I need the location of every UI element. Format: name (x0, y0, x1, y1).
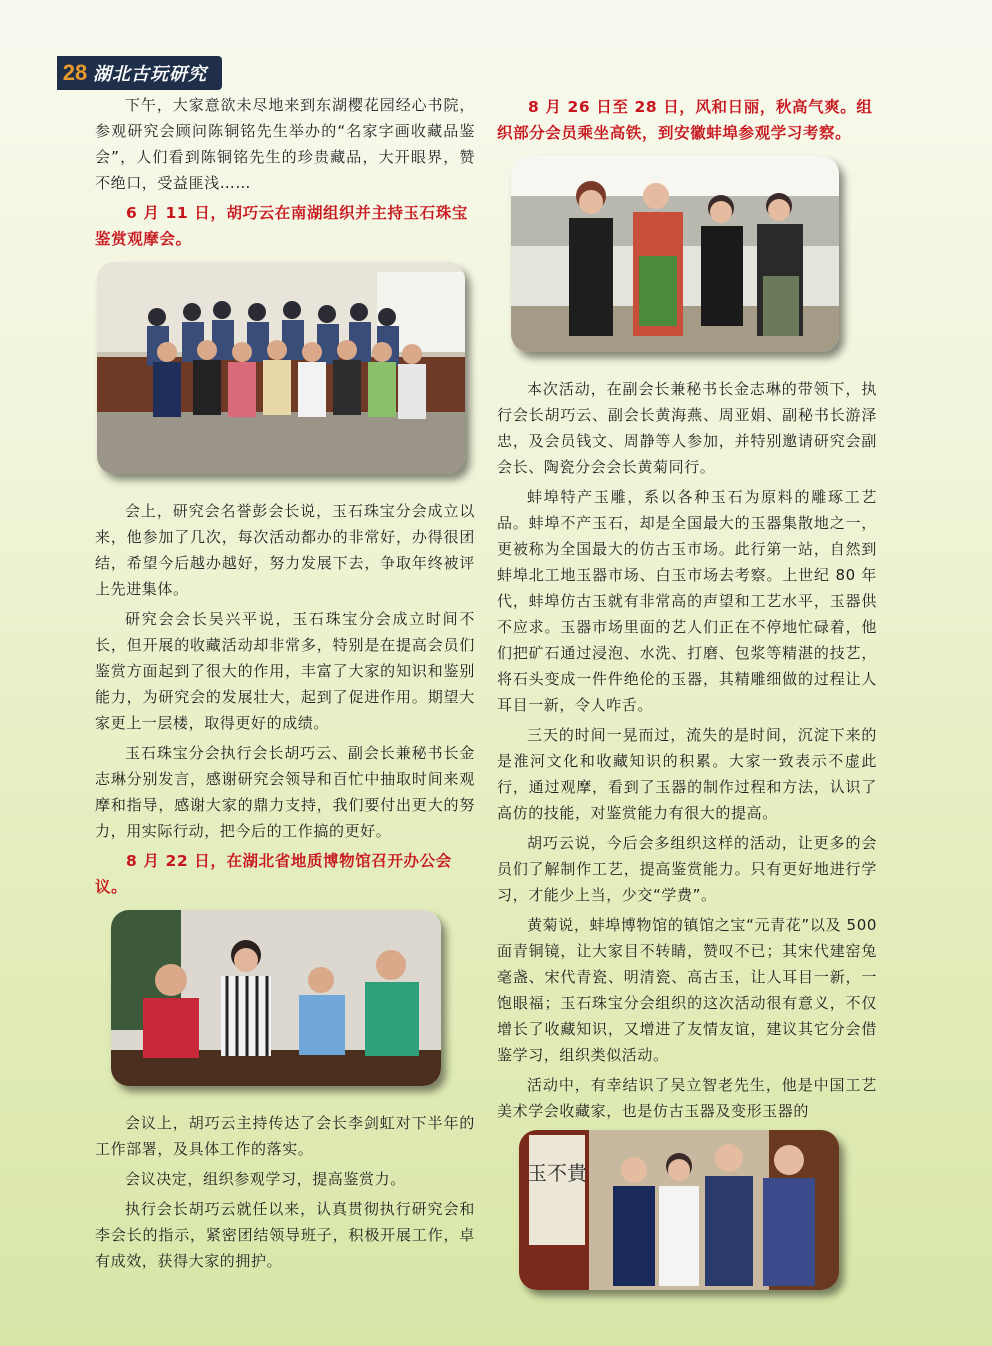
magazine-title: 湖北古玩研究 (93, 64, 207, 85)
calligraphy-scroll: 玉不貴 (527, 1161, 587, 1185)
group-photo-jade-appreciation (97, 262, 465, 474)
right-column (497, 92, 877, 1314)
paragraph: 黄菊说，蚌埠博物馆的镇馆之宝“元青花”以及 500 面青铜镜，让大家目不转睛，赞叹不已；其宋代建窑兔毫盏、宋代青瓷、明清瓷、高古玉，让人耳目一新，一饱眼福；玉石珠宝分会组织的这次活动很有意义，不仅增长了收藏知识，又增进了友情友谊，建议其它分会借鉴学习，组织类似活动。 (497, 916, 877, 1064)
meeting-photo-geology-museum (111, 910, 441, 1086)
paragraph: 研究会会长吴兴平说，玉石珠宝分会成立时间不长，但开展的收藏活动却非常多，特别是在提高会员们鉴赏方面起到了很大的作用，丰富了大家的知识和鉴别能力，为研究会的发展壮大，起到了促进作用。期望大家更上一层楼，取得更好的成绩。 (95, 610, 475, 732)
paragraph: 三天的时间一晃而过，流失的是时间，沉淀下来的是淮河文化和收藏知识的积累。大家一致表示不虚此行，通过观摩，看到了玉器的制作过程和方法，认识了高仿的技能，对鉴赏能力有很大的提高。 (497, 726, 877, 822)
left-column (95, 92, 475, 1278)
paragraph: 会上，研究会名誉彭会长说，玉石珠宝分会成立以来，他参加了几次，每次活动都办的非常好，办得很团结，希望今后越办越好，努力发展下去，争取年终被评上先进集体。 (95, 502, 475, 598)
group-photo-collector-wu (519, 1130, 839, 1290)
paragraph: 执行会长胡巧云就任以来，认真贯彻执行研究会和李会长的指示，紧密团结领导班子，积极开展工作，卓有成效，获得大家的拥护。 (95, 1200, 475, 1270)
event-headline: 8 月 22 日，在湖北省地质博物馆召开办公会议。 (95, 852, 452, 896)
paragraph: 活动中，有幸结识了吴立智老先生，他是中国工艺美术学会收藏家，也是仿古玉器及变形玉器的 (497, 1076, 877, 1120)
paragraph: 蚌埠特产玉雕，系以各种玉石为原料的雕琢工艺品。蚌埠不产玉石，却是全国最大的玉器集散地之一，更被称为全国最大的仿古玉市场。此行第一站，自然到蚌埠北工地玉器市场、白玉市场去考察。上世纪 80 年代，蚌埠仿古玉就有非常高的声望和工艺水平，玉器供不应求。玉器市场里面的艺人们正在不停地忙碌着，他们把矿石通过浸泡、水洗、打磨、包浆等精湛的技艺，将石头变成一件件绝伦的玉器，其精雕细做的过程让人耳目一新，令人咋舌。 (497, 488, 877, 714)
paragraph: 本次活动，在副会长兼秘书长金志琳的带领下，执行会长胡巧云、副会长黄海燕、周亚娟、副秘书长游泽忠，及会员钱文、周静等人参加，并特别邀请研究会副会长、陶瓷分会会长黄菊同行。 (497, 380, 877, 476)
paragraph: 玉石珠宝分会执行会长胡巧云、副会长兼秘书长金志琳分别发言，感谢研究会领导和百忙中抽取时间来观摩和指导，感谢大家的鼎力支持，我们要付出更大的努力，用实际行动，把今后的工作搞的更好。 (95, 744, 475, 840)
paragraph: 会议决定，组织参观学习，提高鉴赏力。 (125, 1170, 406, 1188)
page-header (57, 56, 222, 90)
event-headline: 8 月 26 日至 28 日，风和日丽，秋高气爽。组织部分会员乘坐高铁，到安徽蚌埠参观学习考察。 (497, 98, 873, 142)
group-photo-bengbu-trip (511, 156, 839, 352)
paragraph: 胡巧云说，今后会多组织这样的活动，让更多的会员们了解制作工艺，提高鉴赏能力。只有更好地进行学习，才能少上当，少交“学费”。 (497, 834, 877, 904)
page-number: 28 (62, 60, 88, 85)
paragraph: 下午，大家意欲未尽地来到东湖樱花园经心书院，参观研究会顾问陈铜铭先生举办的“名家字画收藏品鉴会”，人们看到陈铜铭先生的珍贵藏品，大开眼界，赞不绝口，受益匪浅…… (95, 96, 475, 192)
event-headline: 6 月 11 日，胡巧云在南湖组织并主持玉石珠宝鉴赏观摩会。 (95, 204, 468, 248)
paragraph: 会议上，胡巧云主持传达了会长李剑虹对下半年的工作部署，及具体工作的落实。 (95, 1114, 475, 1158)
